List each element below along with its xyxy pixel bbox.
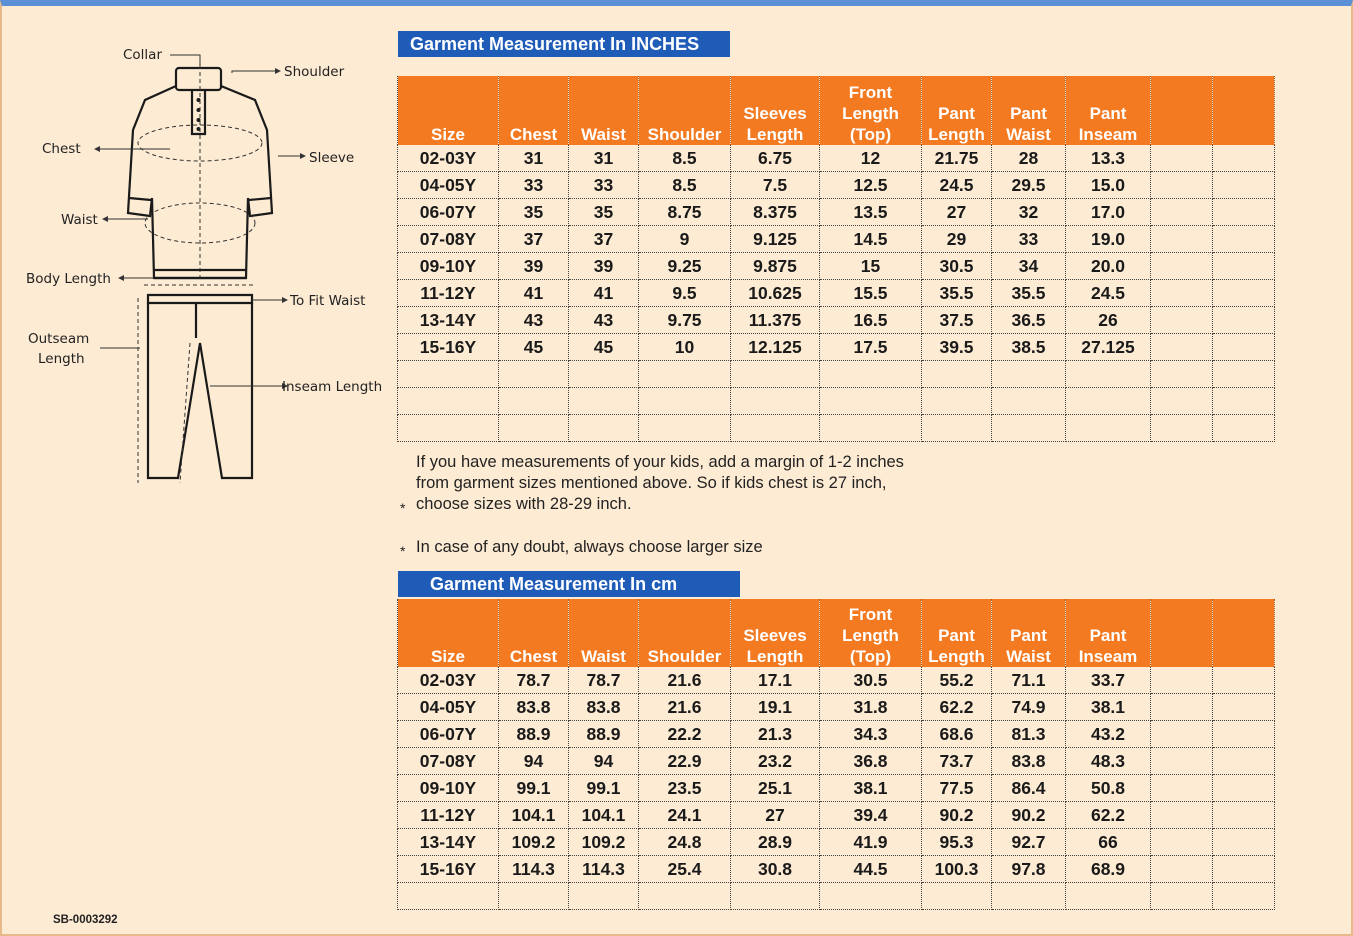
value-cell <box>1151 748 1213 775</box>
value-cell: 20.0 <box>1066 253 1151 280</box>
size-cell: 04-05Y <box>398 694 499 721</box>
column-header: Front Length (Top) <box>820 599 922 667</box>
value-cell <box>639 415 731 442</box>
value-cell: 17.0 <box>1066 199 1151 226</box>
column-header: Pant Waist <box>992 76 1066 145</box>
column-header: Pant Length <box>922 76 992 145</box>
value-cell: 88.9 <box>569 721 639 748</box>
value-cell <box>1213 415 1275 442</box>
value-cell: 23.2 <box>731 748 820 775</box>
value-cell: 74.9 <box>992 694 1066 721</box>
value-cell: 73.7 <box>922 748 992 775</box>
value-cell: 22.2 <box>639 721 731 748</box>
value-cell <box>1213 802 1275 829</box>
value-cell: 27.125 <box>1066 334 1151 361</box>
value-cell: 90.2 <box>992 802 1066 829</box>
value-cell: 66 <box>1066 829 1151 856</box>
value-cell: 7.5 <box>731 172 820 199</box>
column-header <box>1213 76 1275 145</box>
value-cell <box>1213 721 1275 748</box>
value-cell <box>1213 829 1275 856</box>
value-cell: 21.3 <box>731 721 820 748</box>
value-cell <box>731 388 820 415</box>
value-cell: 94 <box>569 748 639 775</box>
value-cell: 44.5 <box>820 856 922 883</box>
column-header: Sleeves Length <box>731 76 820 145</box>
header-row <box>398 599 1275 667</box>
table-row <box>398 667 1275 694</box>
value-cell: 32 <box>992 199 1066 226</box>
value-cell <box>569 388 639 415</box>
value-cell: 24.1 <box>639 802 731 829</box>
value-cell: 15.0 <box>1066 172 1151 199</box>
value-cell <box>992 388 1066 415</box>
value-cell: 29 <box>922 226 992 253</box>
table-row <box>398 415 1275 442</box>
column-header: Front Length (Top) <box>820 76 922 145</box>
value-cell <box>820 361 922 388</box>
value-cell: 41 <box>499 280 569 307</box>
value-cell: 50.8 <box>1066 775 1151 802</box>
size-cell: 07-08Y <box>398 748 499 775</box>
value-cell <box>1151 388 1213 415</box>
cm-table-title: Garment Measurement In cm <box>398 571 740 597</box>
value-cell: 31 <box>499 145 569 172</box>
value-cell: 81.3 <box>992 721 1066 748</box>
value-cell: 109.2 <box>499 829 569 856</box>
value-cell <box>820 388 922 415</box>
size-cell: 11-12Y <box>398 802 499 829</box>
table-row <box>398 253 1275 280</box>
column-header: Shoulder <box>639 599 731 667</box>
value-cell: 68.9 <box>1066 856 1151 883</box>
value-cell: 97.8 <box>992 856 1066 883</box>
value-cell: 99.1 <box>499 775 569 802</box>
value-cell <box>1151 667 1213 694</box>
label-outseam-1: Outseam <box>28 331 90 347</box>
label-shoulder: Shoulder <box>284 64 345 80</box>
size-cell: 13-14Y <box>398 829 499 856</box>
note-margin <box>400 452 920 515</box>
value-cell <box>1213 361 1275 388</box>
value-cell: 30.5 <box>922 253 992 280</box>
note-bullet: * <box>400 543 406 559</box>
value-cell <box>1151 361 1213 388</box>
value-cell: 100.3 <box>922 856 992 883</box>
value-cell <box>731 415 820 442</box>
column-header: Waist <box>569 76 639 145</box>
size-cell <box>398 883 499 910</box>
value-cell: 30.8 <box>731 856 820 883</box>
value-cell: 9.125 <box>731 226 820 253</box>
value-cell: 8.5 <box>639 172 731 199</box>
value-cell: 39 <box>499 253 569 280</box>
value-cell: 38.1 <box>1066 694 1151 721</box>
value-cell: 28 <box>992 145 1066 172</box>
value-cell: 9 <box>639 226 731 253</box>
table-row <box>398 694 1275 721</box>
value-cell <box>1213 199 1275 226</box>
value-cell: 10 <box>639 334 731 361</box>
value-cell <box>1151 721 1213 748</box>
table-row <box>398 721 1275 748</box>
value-cell <box>1066 883 1151 910</box>
column-header: Size <box>398 76 499 145</box>
value-cell: 104.1 <box>569 802 639 829</box>
value-cell: 12.125 <box>731 334 820 361</box>
value-cell: 35.5 <box>922 280 992 307</box>
value-cell: 78.7 <box>569 667 639 694</box>
value-cell <box>1213 667 1275 694</box>
value-cell <box>992 883 1066 910</box>
value-cell: 9.25 <box>639 253 731 280</box>
garment-diagram <box>20 38 400 508</box>
value-cell <box>639 388 731 415</box>
size-cell: 09-10Y <box>398 253 499 280</box>
value-cell <box>1151 775 1213 802</box>
size-cell: 09-10Y <box>398 775 499 802</box>
value-cell <box>1151 307 1213 334</box>
value-cell <box>1213 748 1275 775</box>
value-cell: 37 <box>569 226 639 253</box>
value-cell <box>499 388 569 415</box>
value-cell: 19.0 <box>1066 226 1151 253</box>
value-cell: 17.5 <box>820 334 922 361</box>
table-row <box>398 829 1275 856</box>
notes <box>400 452 920 558</box>
column-header: Size <box>398 599 499 667</box>
value-cell: 30.5 <box>820 667 922 694</box>
value-cell: 8.375 <box>731 199 820 226</box>
value-cell <box>1213 172 1275 199</box>
size-cell: 11-12Y <box>398 280 499 307</box>
value-cell: 9.5 <box>639 280 731 307</box>
value-cell <box>569 415 639 442</box>
value-cell: 39 <box>569 253 639 280</box>
value-cell: 45 <box>499 334 569 361</box>
value-cell: 41.9 <box>820 829 922 856</box>
value-cell: 77.5 <box>922 775 992 802</box>
size-cell: 04-05Y <box>398 172 499 199</box>
value-cell: 90.2 <box>922 802 992 829</box>
value-cell: 29.5 <box>992 172 1066 199</box>
size-cell: 07-08Y <box>398 226 499 253</box>
table-row <box>398 145 1275 172</box>
column-header: Waist <box>569 599 639 667</box>
note-doubt <box>400 537 920 558</box>
value-cell: 12 <box>820 145 922 172</box>
value-cell: 78.7 <box>499 667 569 694</box>
value-cell <box>1151 883 1213 910</box>
value-cell <box>1213 883 1275 910</box>
table-row <box>398 802 1275 829</box>
value-cell: 36.8 <box>820 748 922 775</box>
label-to-fit-waist: To Fit Waist <box>290 293 366 309</box>
value-cell <box>1151 415 1213 442</box>
value-cell <box>1213 694 1275 721</box>
label-chest: Chest <box>42 141 81 157</box>
value-cell <box>1213 856 1275 883</box>
value-cell <box>1151 253 1213 280</box>
value-cell <box>1213 145 1275 172</box>
value-cell <box>639 883 731 910</box>
table-row <box>398 388 1275 415</box>
value-cell: 34.3 <box>820 721 922 748</box>
inches-table-title: Garment Measurement In INCHES <box>398 31 730 57</box>
value-cell: 83.8 <box>499 694 569 721</box>
column-header: Pant Length <box>922 599 992 667</box>
table-row <box>398 361 1275 388</box>
value-cell <box>1151 145 1213 172</box>
value-cell: 45 <box>569 334 639 361</box>
value-cell <box>1213 280 1275 307</box>
note-doubt-text: In case of any doubt, always choose larger size <box>416 538 763 556</box>
value-cell <box>731 883 820 910</box>
size-cell <box>398 415 499 442</box>
value-cell: 26 <box>1066 307 1151 334</box>
note-bullet: * <box>400 500 406 516</box>
value-cell <box>992 415 1066 442</box>
value-cell <box>639 361 731 388</box>
value-cell: 17.1 <box>731 667 820 694</box>
value-cell <box>1151 199 1213 226</box>
value-cell <box>922 883 992 910</box>
value-cell: 38.5 <box>992 334 1066 361</box>
column-header: Shoulder <box>639 76 731 145</box>
value-cell <box>820 415 922 442</box>
column-header: Chest <box>499 76 569 145</box>
value-cell: 15.5 <box>820 280 922 307</box>
value-cell <box>499 883 569 910</box>
note-margin-text: If you have measurements of your kids, add a margin of 1-2 inches from garment sizes mentioned above. So if kids chest is 27 inch, choose sizes with 28-29 inch. <box>416 453 904 513</box>
value-cell <box>1213 226 1275 253</box>
value-cell: 22.9 <box>639 748 731 775</box>
value-cell <box>922 415 992 442</box>
kurta-pajama-illustration <box>20 38 400 508</box>
value-cell <box>499 361 569 388</box>
label-sleeve: Sleeve <box>309 150 355 166</box>
value-cell <box>1213 253 1275 280</box>
size-cell: 15-16Y <box>398 334 499 361</box>
value-cell: 39.5 <box>922 334 992 361</box>
value-cell: 94 <box>499 748 569 775</box>
value-cell <box>1151 829 1213 856</box>
value-cell: 35 <box>569 199 639 226</box>
value-cell: 9.875 <box>731 253 820 280</box>
value-cell <box>1151 226 1213 253</box>
label-body-length: Body Length <box>26 271 111 287</box>
column-header <box>1213 599 1275 667</box>
column-header: Sleeves Length <box>731 599 820 667</box>
size-cell: 06-07Y <box>398 721 499 748</box>
value-cell: 33 <box>992 226 1066 253</box>
value-cell: 95.3 <box>922 829 992 856</box>
value-cell: 39.4 <box>820 802 922 829</box>
value-cell: 37.5 <box>922 307 992 334</box>
value-cell: 24.8 <box>639 829 731 856</box>
value-cell <box>1066 361 1151 388</box>
value-cell: 21.6 <box>639 694 731 721</box>
header-row <box>398 76 1275 145</box>
value-cell <box>1213 388 1275 415</box>
table-row <box>398 280 1275 307</box>
value-cell: 33.7 <box>1066 667 1151 694</box>
size-cell: 06-07Y <box>398 199 499 226</box>
size-cell: 02-03Y <box>398 145 499 172</box>
table-row <box>398 748 1275 775</box>
value-cell: 68.6 <box>922 721 992 748</box>
size-cell <box>398 388 499 415</box>
value-cell: 27 <box>731 802 820 829</box>
value-cell: 88.9 <box>499 721 569 748</box>
table-row <box>398 334 1275 361</box>
value-cell: 34 <box>992 253 1066 280</box>
value-cell: 13.5 <box>820 199 922 226</box>
value-cell: 83.8 <box>569 694 639 721</box>
value-cell: 92.7 <box>992 829 1066 856</box>
value-cell: 10.625 <box>731 280 820 307</box>
value-cell: 114.3 <box>569 856 639 883</box>
value-cell: 15 <box>820 253 922 280</box>
value-cell: 86.4 <box>992 775 1066 802</box>
label-collar: Collar <box>123 47 163 63</box>
size-cell: 15-16Y <box>398 856 499 883</box>
label-waist: Waist <box>61 212 98 228</box>
value-cell: 27 <box>922 199 992 226</box>
value-cell: 43.2 <box>1066 721 1151 748</box>
value-cell <box>922 361 992 388</box>
value-cell: 114.3 <box>499 856 569 883</box>
value-cell: 9.75 <box>639 307 731 334</box>
value-cell: 11.375 <box>731 307 820 334</box>
value-cell: 55.2 <box>922 667 992 694</box>
value-cell <box>1151 694 1213 721</box>
value-cell: 99.1 <box>569 775 639 802</box>
column-header <box>1151 599 1213 667</box>
value-cell <box>1066 388 1151 415</box>
value-cell: 33 <box>569 172 639 199</box>
cm-measurement-table <box>397 599 1275 910</box>
value-cell: 28.9 <box>731 829 820 856</box>
value-cell <box>1151 280 1213 307</box>
value-cell <box>731 361 820 388</box>
column-header: Pant Inseam <box>1066 599 1151 667</box>
value-cell: 13.3 <box>1066 145 1151 172</box>
value-cell <box>499 415 569 442</box>
table-row <box>398 883 1275 910</box>
size-cell: 02-03Y <box>398 667 499 694</box>
value-cell: 24.5 <box>922 172 992 199</box>
value-cell: 36.5 <box>992 307 1066 334</box>
value-cell: 43 <box>499 307 569 334</box>
column-header: Chest <box>499 599 569 667</box>
value-cell: 8.75 <box>639 199 731 226</box>
value-cell <box>1213 775 1275 802</box>
size-cell <box>398 361 499 388</box>
size-cell: 13-14Y <box>398 307 499 334</box>
value-cell: 21.6 <box>639 667 731 694</box>
value-cell: 24.5 <box>1066 280 1151 307</box>
table-row <box>398 172 1275 199</box>
value-cell: 31 <box>569 145 639 172</box>
value-cell: 12.5 <box>820 172 922 199</box>
value-cell: 19.1 <box>731 694 820 721</box>
value-cell: 16.5 <box>820 307 922 334</box>
value-cell <box>1213 334 1275 361</box>
value-cell: 109.2 <box>569 829 639 856</box>
column-header: Pant Waist <box>992 599 1066 667</box>
label-outseam-2: Length <box>38 351 85 367</box>
value-cell: 33 <box>499 172 569 199</box>
value-cell: 31.8 <box>820 694 922 721</box>
value-cell: 23.5 <box>639 775 731 802</box>
value-cell <box>1213 307 1275 334</box>
value-cell: 104.1 <box>499 802 569 829</box>
label-inseam: Inseam Length <box>282 379 383 395</box>
value-cell: 71.1 <box>992 667 1066 694</box>
value-cell: 62.2 <box>1066 802 1151 829</box>
table-row <box>398 775 1275 802</box>
value-cell <box>1151 172 1213 199</box>
value-cell: 38.1 <box>820 775 922 802</box>
table-row <box>398 307 1275 334</box>
inches-measurement-table <box>397 76 1275 442</box>
value-cell: 43 <box>569 307 639 334</box>
table-row <box>398 856 1275 883</box>
column-header <box>1151 76 1213 145</box>
table-row <box>398 199 1275 226</box>
table-row <box>398 226 1275 253</box>
value-cell <box>569 361 639 388</box>
product-code: SB-0003292 <box>53 914 118 926</box>
value-cell: 25.1 <box>731 775 820 802</box>
value-cell: 37 <box>499 226 569 253</box>
value-cell <box>569 883 639 910</box>
value-cell: 41 <box>569 280 639 307</box>
value-cell: 8.5 <box>639 145 731 172</box>
value-cell <box>820 883 922 910</box>
value-cell: 35.5 <box>992 280 1066 307</box>
value-cell: 35 <box>499 199 569 226</box>
value-cell: 62.2 <box>922 694 992 721</box>
value-cell: 21.75 <box>922 145 992 172</box>
value-cell <box>1151 802 1213 829</box>
value-cell <box>922 388 992 415</box>
value-cell <box>992 361 1066 388</box>
value-cell <box>1066 415 1151 442</box>
value-cell: 83.8 <box>992 748 1066 775</box>
value-cell <box>1151 334 1213 361</box>
value-cell: 14.5 <box>820 226 922 253</box>
value-cell <box>1151 856 1213 883</box>
value-cell: 6.75 <box>731 145 820 172</box>
value-cell: 48.3 <box>1066 748 1151 775</box>
value-cell: 25.4 <box>639 856 731 883</box>
column-header: Pant Inseam <box>1066 76 1151 145</box>
